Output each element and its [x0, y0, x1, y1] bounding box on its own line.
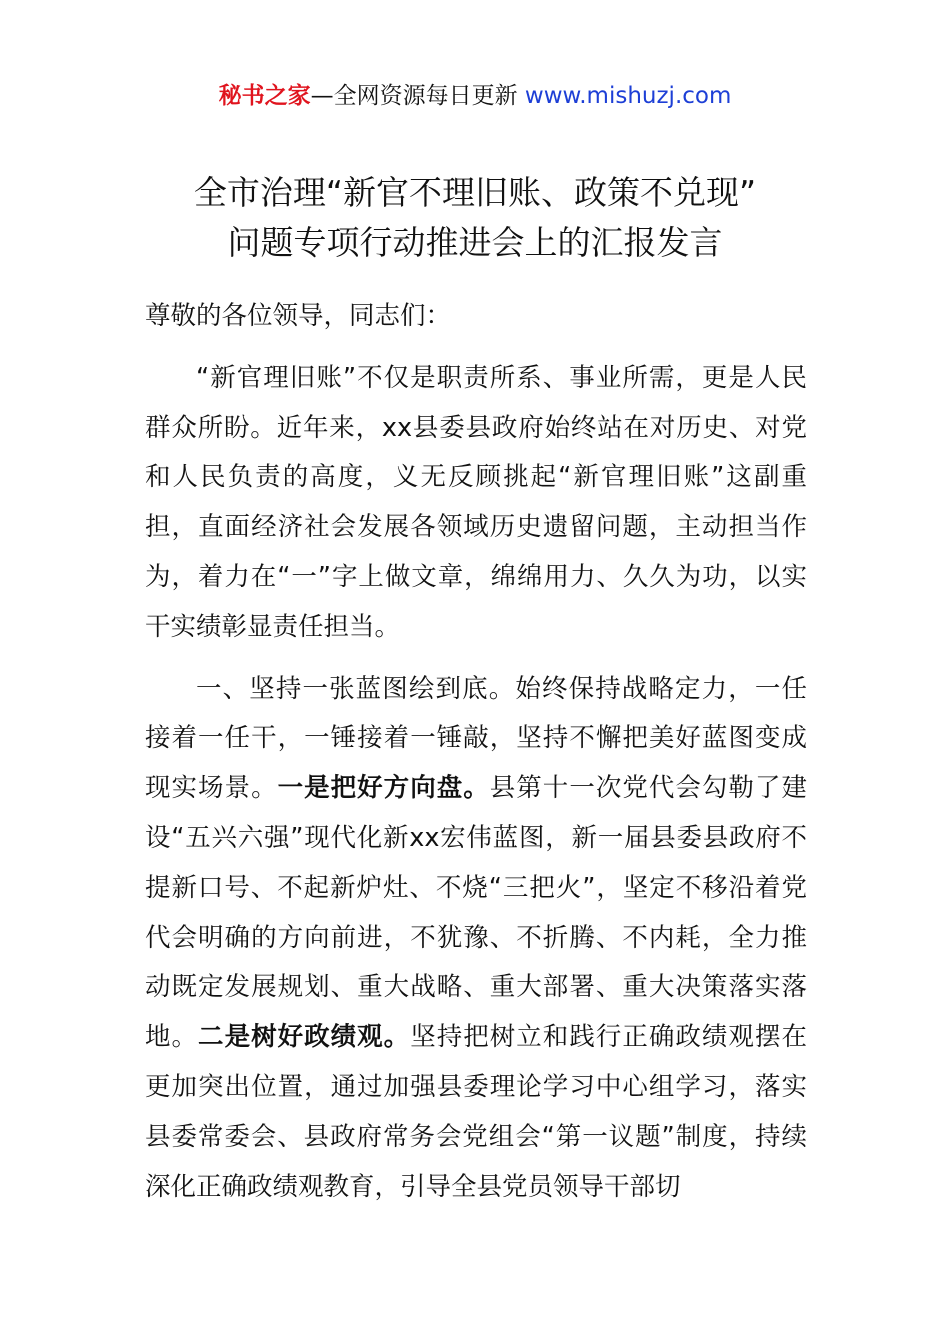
greeting: 尊敬的各位领导，同志们：: [145, 301, 452, 331]
title-line-1: 全市治理“新官不理旧账、政策不兑现”: [193, 173, 757, 212]
paragraph-section-one: [145, 665, 807, 1213]
document-body: [145, 292, 807, 1224]
site-brand: 秘书之家: [218, 83, 311, 109]
point-two-label: 二是树好政绩观。: [198, 1022, 411, 1053]
point-two-text: 坚持把树立和践行正确政绩观摆在更加突出位置，通过加强县委理论学习中心组学习，落实县委常委会、县政府常务会党组会“第一议题”制度，持续深化正确政绩观教育，引导全县党员领导干部切: [145, 1022, 807, 1202]
document-title: [0, 168, 950, 268]
site-url-link[interactable]: www.mishuzj.com: [524, 83, 732, 109]
paragraph-intro: “新官理旧账”不仅是职责所系、事业所需，更是人民群众所盼。近年来，xx县委县政府始终站在对历史、对党和人民负责的高度，义无反顾挑起“新官理旧账”这副重担，直面经济社会发展各领域历史遗留问题，主动担当作为，着力在“一”字上做文章，绵绵用力、久久为功，以实干实绩彰显责任担当。: [145, 362, 807, 642]
site-header: [0, 80, 950, 112]
point-one-text: 县第十一次党代会勾勒了建设“五兴六强”现代化新xx宏伟蓝图，新一届县委县政府不提新口号、不起新炉灶、不烧“三把火”，坚定不移沿着党代会明确的方向前进，不犹豫、不折腾、不内耗，全力推动既定发展规划、重大战略、重大部署、重大决策落实落地。: [145, 773, 807, 1053]
point-one-label: 一是把好方向盘。: [277, 773, 490, 804]
section-one-intro: 一、坚持一张蓝图绘到底。始终保持战略定力，一任接着一任干，一锤接着一锤敲，坚持不懈把美好蓝图变成现实场景。: [145, 673, 807, 804]
title-line-2: 问题专项行动推进会上的汇报发言: [227, 223, 723, 262]
site-tagline: —全网资源每日更新: [310, 83, 518, 109]
